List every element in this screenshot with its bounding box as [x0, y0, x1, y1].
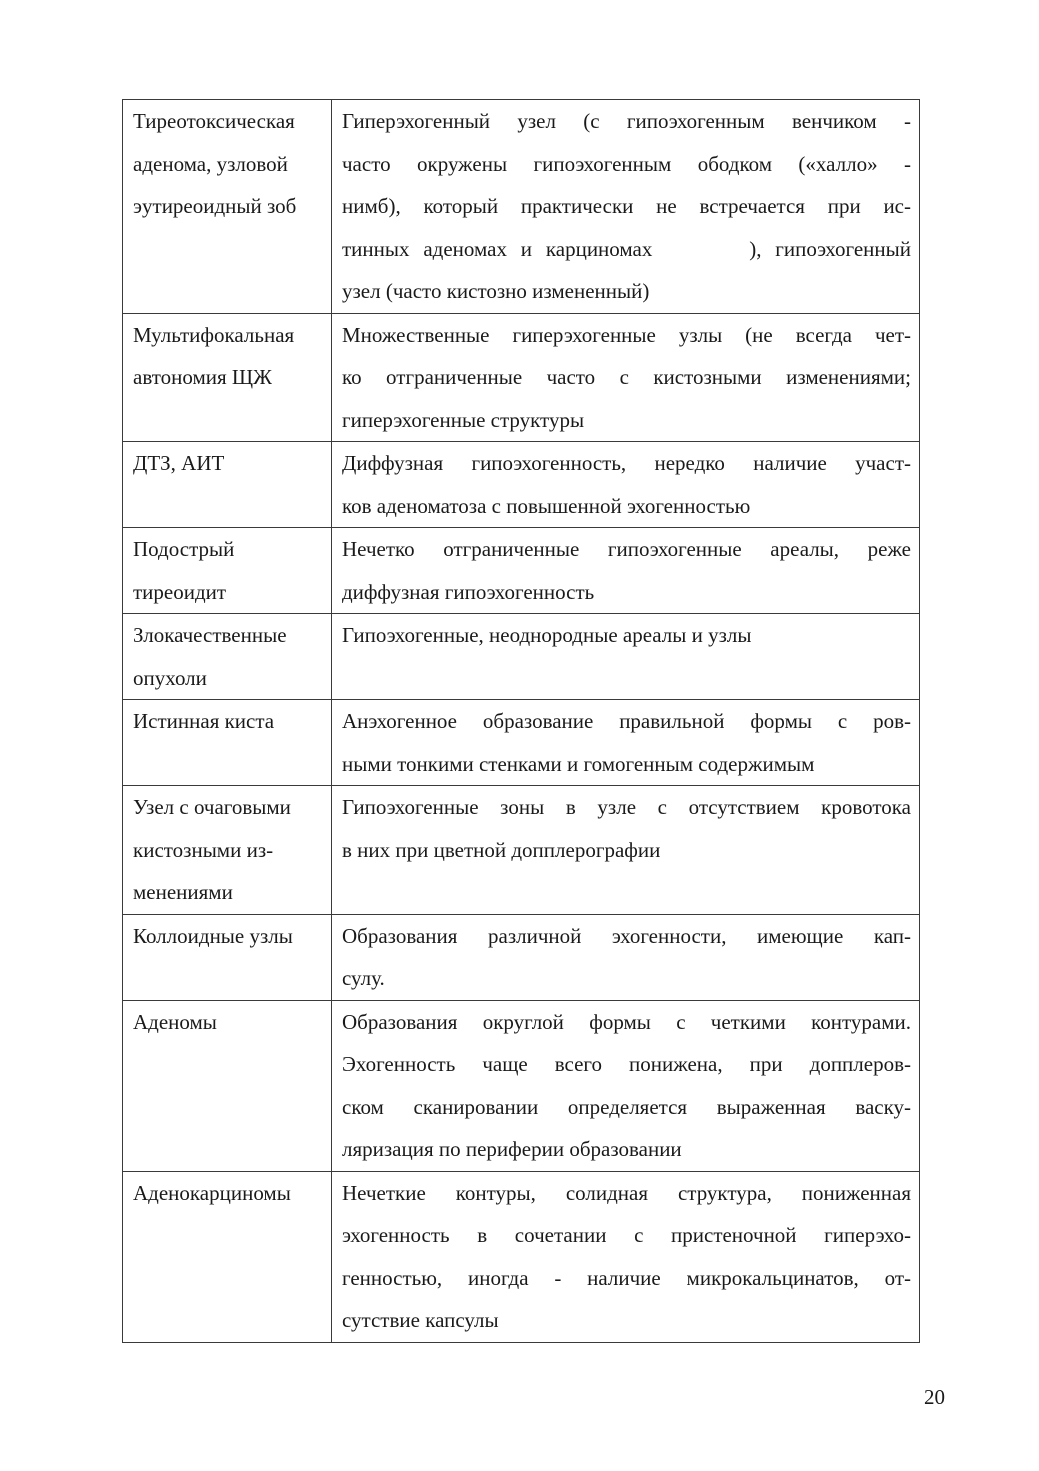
table-row — [123, 313, 920, 442]
term-line: Аденомы — [133, 1009, 217, 1034]
description-line: Нечеткие контуры, солидная структура, пониженная — [342, 1180, 911, 1205]
description-line: часто окружены гипоэхогенным ободком («халло» - — [342, 151, 911, 176]
table-row — [123, 100, 920, 314]
term-line: кистозными из- — [133, 837, 274, 862]
table-row — [123, 1171, 920, 1342]
term-line: Аденокарциномы — [133, 1180, 291, 1205]
description-line: Гипоэхогенные, неоднородные ареалы и узлы — [342, 623, 752, 647]
description-cell — [332, 528, 920, 614]
table-row — [123, 614, 920, 700]
description-cell — [332, 786, 920, 915]
term-line: Злокачественные — [133, 623, 287, 647]
table-row — [123, 528, 920, 614]
description-line: диффузная гипоэхогенность — [342, 579, 595, 604]
term-line: Мультифокальная — [133, 322, 295, 347]
table-row — [123, 786, 920, 915]
term-cell — [123, 1000, 332, 1171]
description-line: в них при цветной допплерографии — [342, 837, 661, 862]
description-line: нимб), который практически не встречается при ис- — [342, 194, 911, 218]
description-cell — [332, 914, 920, 1000]
description-line: Образования округлой формы с четкими контурами. — [342, 1009, 911, 1034]
term-cell — [123, 786, 332, 915]
description-line: Диффузная гипоэхогенность, нередко наличие участ- — [342, 451, 911, 475]
description-line: гиперэхогенные структуры — [342, 407, 585, 432]
description-line: ными тонкими стенками и гомогенным содержимым — [342, 751, 815, 776]
term-cell — [123, 914, 332, 1000]
term-line: тиреоидит — [133, 579, 227, 604]
term-cell — [123, 528, 332, 614]
description-line: ков аденоматоза с повышенной эхогенностью — [342, 493, 751, 518]
ultrasound-findings-table — [122, 99, 920, 1343]
term-line: аденома, узловой — [133, 151, 288, 176]
description-line: Эхогенность чаще всего понижена, при допплеров- — [342, 1052, 911, 1076]
description-line: тинных аденомах и карциномах ), гипоэхогенный — [342, 236, 911, 261]
description-cell — [332, 614, 920, 700]
term-cell — [123, 442, 332, 528]
description-cell — [332, 1000, 920, 1171]
description-line: генностью, иногда - наличие микрокальцинатов, от- — [342, 1265, 911, 1290]
table-row — [123, 1000, 920, 1171]
description-line: узел (часто кистозно измененный) — [342, 279, 650, 303]
description-line: ском сканировании определяется выраженная васку- — [342, 1094, 911, 1119]
description-cell — [332, 1171, 920, 1342]
description-line: эхогенность в сочетании с пристеночной гиперэхо- — [342, 1223, 911, 1247]
description-line: ляризация по периферии образовании — [342, 1137, 682, 1161]
table-row — [123, 700, 920, 786]
description-line: сулу. — [342, 966, 385, 990]
description-cell — [332, 700, 920, 786]
term-cell — [123, 700, 332, 786]
term-cell — [123, 313, 332, 442]
description-line: сутствие капсулы — [342, 1308, 499, 1332]
term-cell — [123, 614, 332, 700]
term-line: Подострый — [133, 537, 235, 561]
term-line: ДТЗ, АИТ — [133, 451, 225, 475]
term-line: Истинная киста — [133, 709, 275, 733]
description-line: Гипоэхогенные зоны в узле с отсутствием кровотока — [342, 795, 911, 819]
description-line: Нечетко отграниченные гипоэхогенные ареалы, реже — [342, 537, 911, 561]
term-line: менениями — [133, 880, 233, 904]
term-line: опухоли — [133, 665, 207, 690]
description-line: ко отграниченные часто с кистозными изменениями; — [342, 365, 911, 389]
description-line: Множественные гиперэхогенные узлы (не всегда чет- — [342, 322, 911, 347]
term-cell — [123, 1171, 332, 1342]
description-cell — [332, 313, 920, 442]
table-row — [123, 442, 920, 528]
description-line: Анэхогенное образование правильной формы с ров- — [342, 709, 911, 733]
term-line: Коллоидные узлы — [133, 923, 293, 948]
table-row — [123, 914, 920, 1000]
term-line: Тиреотоксическая — [133, 109, 295, 133]
description-cell — [332, 100, 920, 314]
term-line: эутиреоидный зоб — [133, 194, 297, 218]
description-line: Гиперэхогенный узел (с гипоэхогенным венчиком - — [342, 109, 911, 133]
description-cell — [332, 442, 920, 528]
page-number: 20 — [924, 1385, 945, 1409]
description-line: Образования различной эхогенности, имеющие кап- — [342, 923, 911, 948]
term-line: автономия ЩЖ — [133, 365, 272, 389]
term-cell — [123, 100, 332, 314]
term-line: Узел с очаговыми — [133, 795, 291, 819]
